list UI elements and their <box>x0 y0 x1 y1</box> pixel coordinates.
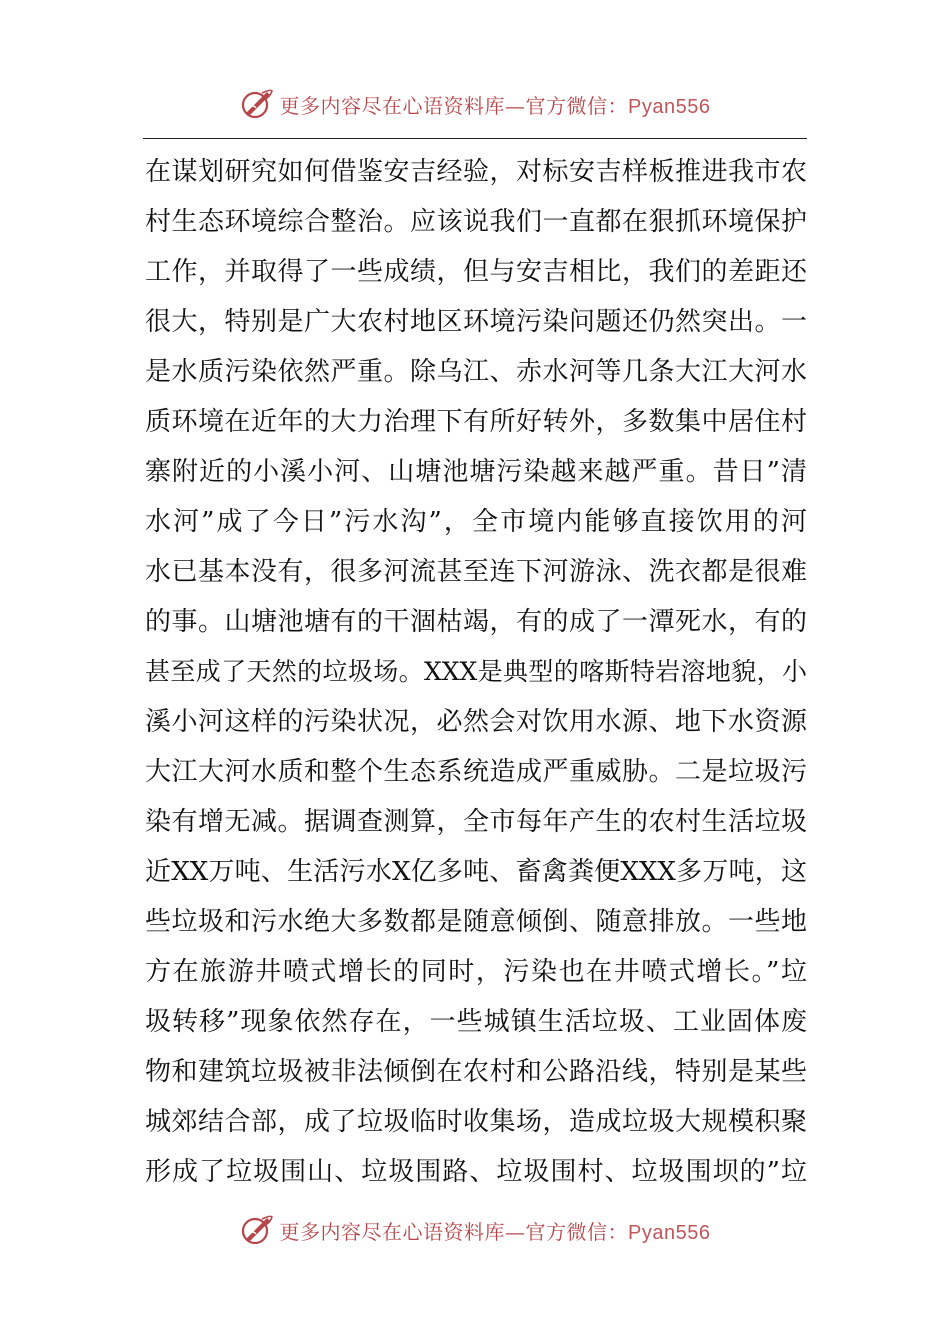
body-line: 方在旅游井喷式增长的同时，污染也在井喷式增长。”垃 <box>145 957 807 987</box>
body-line: 水已基本没有，很多河流甚至连下河游泳、洗衣都是很难 <box>145 557 807 587</box>
banner-main-text: 更多内容尽在心语资料库—官方微信： <box>279 93 629 118</box>
body-line: 溪小河这样的污染状况，必然会对饮用水源、地下水资源 <box>145 707 807 737</box>
header-divider <box>143 138 807 139</box>
banner-handle: Pyan556 <box>628 95 711 118</box>
body-line: 物和建筑垃圾被非法倾倒在农村和公路沿线，特别是某些 <box>145 1057 807 1087</box>
quill-logo-icon <box>240 87 274 121</box>
body-line: 近XX万吨、生活污水X亿多吨、畜禽粪便XXX多万吨，这 <box>145 857 807 887</box>
banner-main-text: 更多内容尽在心语资料库—官方微信： <box>279 1219 629 1244</box>
body-line: 寨附近的小溪小河、山塘池塘污染越来越严重。昔日”清 <box>145 457 807 487</box>
header-banner <box>0 84 950 124</box>
body-line: 形成了垃圾围山、垃圾围路、垃圾围村、垃圾围坝的”垃 <box>145 1157 807 1187</box>
banner-text <box>280 90 711 119</box>
body-line: 质环境在近年的大力治理下有所好转外，多数集中居住村 <box>145 407 807 437</box>
body-line: 村生态环境综合整治。应该说我们一直都在狠抓环境保护 <box>145 207 807 237</box>
document-body <box>145 147 807 1197</box>
body-line: 染有增无减。据调查测算，全市每年产生的农村生活垃圾 <box>145 807 807 837</box>
body-line: 些垃圾和污水绝大多数都是随意倾倒、随意排放。一些地 <box>145 907 807 937</box>
body-line: 甚至成了天然的垃圾场。XXX是典型的喀斯特岩溶地貌，小 <box>145 657 807 686</box>
banner-text <box>280 1216 711 1245</box>
banner-handle: Pyan556 <box>628 1221 711 1244</box>
footer-banner <box>0 1210 950 1250</box>
body-line: 大江大河水质和整个生态系统造成严重威胁。二是垃圾污 <box>145 757 807 787</box>
body-line: 水河”成了今日”污水沟”，全市境内能够直接饮用的河 <box>145 507 807 537</box>
quill-logo-icon <box>240 1213 274 1247</box>
body-line: 工作，并取得了一些成绩，但与安吉相比，我们的差距还 <box>145 257 807 287</box>
body-line: 是水质污染依然严重。除乌江、赤水河等几条大江大河水 <box>145 357 807 387</box>
body-line: 很大，特别是广大农村地区环境污染问题还仍然突出。一 <box>145 307 807 337</box>
body-line: 的事。山塘池塘有的干涸枯竭，有的成了一潭死水，有的 <box>145 607 807 637</box>
body-line: 圾转移”现象依然存在，一些城镇生活垃圾、工业固体废 <box>145 1007 807 1037</box>
body-line: 城郊结合部，成了垃圾临时收集场，造成垃圾大规模积聚 <box>145 1107 807 1137</box>
body-line: 在谋划研究如何借鉴安吉经验，对标安吉样板推进我市农 <box>145 157 807 187</box>
